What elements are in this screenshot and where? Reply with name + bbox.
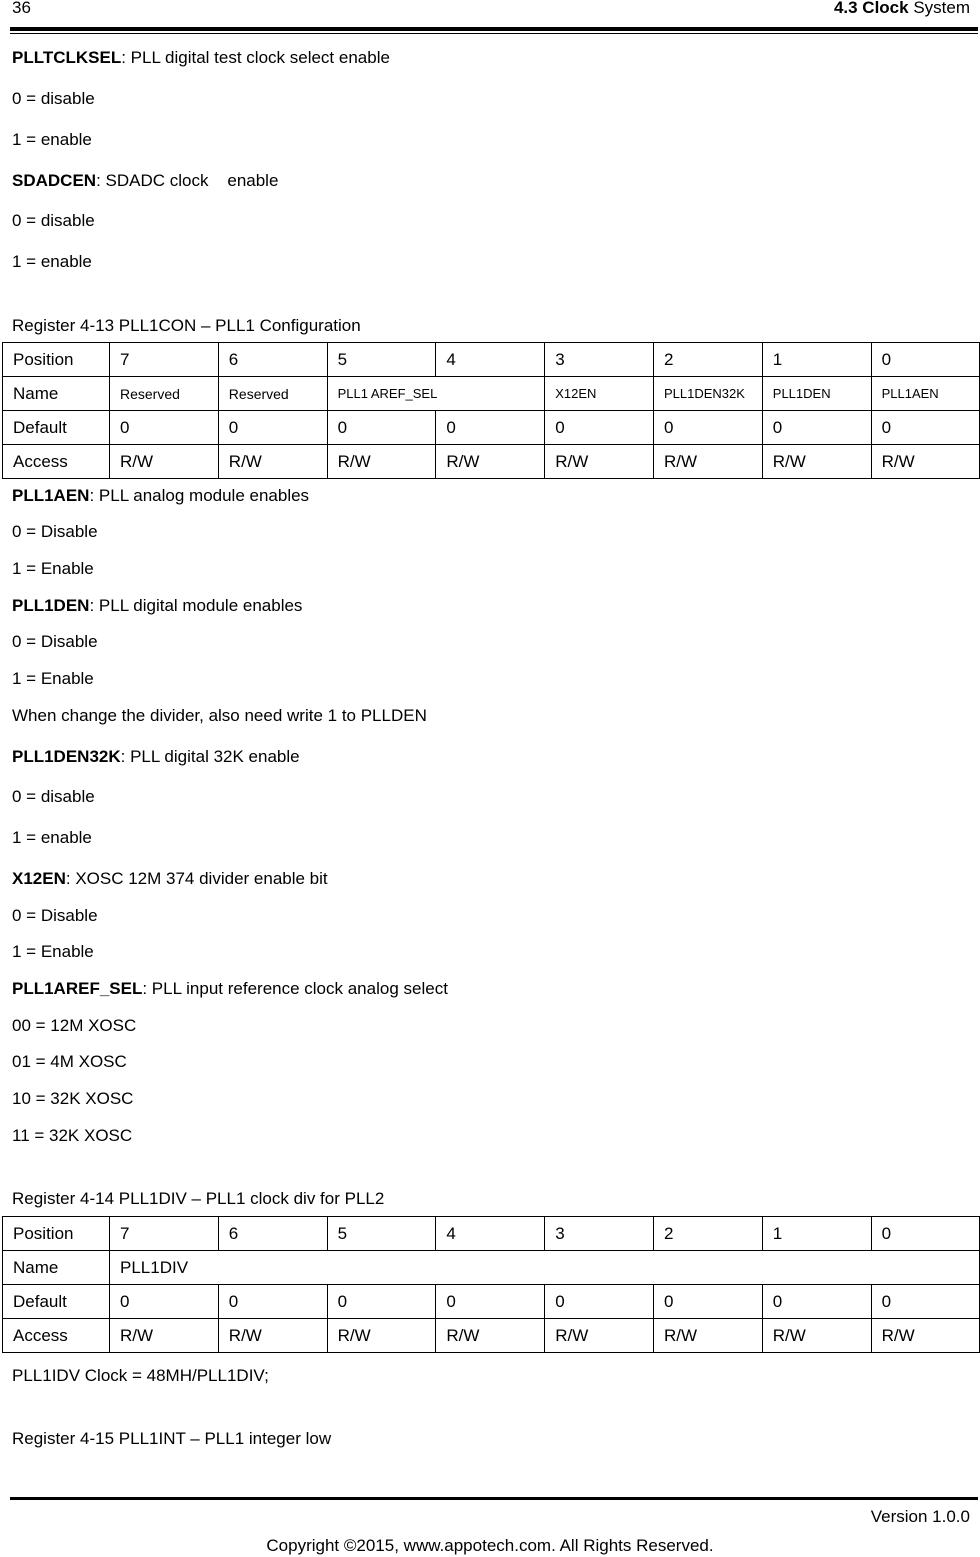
- page-number: 36: [12, 0, 31, 17]
- desc-line: 0 = disable: [12, 89, 95, 108]
- table-cell: R/W: [762, 445, 871, 479]
- section-title: [834, 0, 970, 18]
- table-row-default: [3, 1285, 980, 1319]
- table-cell: R/W: [653, 445, 762, 479]
- table-cell: R/W: [110, 445, 219, 479]
- field-text: : PLL analog module enables: [89, 486, 310, 505]
- table-cell: 0: [327, 411, 436, 445]
- field-desc-pll1den32k: [12, 747, 300, 767]
- table-cell: 1: [762, 343, 871, 377]
- footer-rule: [10, 1497, 978, 1500]
- table-cell: R/W: [545, 1319, 654, 1353]
- table-cell: R/W: [871, 445, 980, 479]
- field-name: PLL1AEN: [12, 486, 90, 505]
- table-cell: 4: [436, 1217, 545, 1251]
- table-cell: 0: [218, 411, 327, 445]
- table-cell: R/W: [218, 445, 327, 479]
- table-cell: 0: [327, 1285, 436, 1319]
- field-text: : XOSC 12M 374 divider enable bit: [65, 869, 328, 888]
- field-desc-pll1aref-sel: [12, 979, 448, 999]
- table-cell: 0: [653, 411, 762, 445]
- table-cell: 6: [218, 343, 327, 377]
- field-name: PLLTCLKSEL: [12, 48, 122, 67]
- table-cell: PLL1AEN: [871, 377, 980, 411]
- field-desc-pll1aen: [12, 486, 309, 506]
- table-cell: 0: [436, 411, 545, 445]
- field-name: X12EN: [12, 869, 66, 888]
- copyright-notice: Copyright ©2015, www.appotech.com. All Rights Reserved.: [266, 1536, 714, 1555]
- field-name: PLL1DEN: [12, 596, 90, 615]
- desc-line: 1 = enable: [12, 130, 92, 149]
- desc-line: 1 = Enable: [12, 942, 94, 961]
- table-cell: Default: [3, 411, 110, 445]
- desc-line: 1 = enable: [12, 828, 92, 847]
- field-name: PLL1AREF_SEL: [12, 979, 143, 998]
- table-cell: PLL1DEN: [762, 377, 871, 411]
- table-cell: 7: [110, 1217, 219, 1251]
- table-cell: 0: [871, 411, 980, 445]
- header-rule-thin: [10, 33, 978, 34]
- table-row-position: [3, 1217, 980, 1251]
- table-cell: 4: [436, 343, 545, 377]
- register-table-pll1con: [2, 342, 980, 479]
- table-cell: 0: [653, 1285, 762, 1319]
- desc-line: 10 = 32K XOSC: [12, 1089, 134, 1108]
- table-row-name: [3, 377, 980, 411]
- field-desc-sdadcen: [12, 171, 278, 191]
- field-text: : PLL digital module enables: [89, 596, 303, 615]
- table-cell: 2: [653, 1217, 762, 1251]
- table-cell: R/W: [545, 445, 654, 479]
- table-row-default: [3, 411, 980, 445]
- table-cell: Default: [3, 1285, 110, 1319]
- table-cell: 5: [327, 343, 436, 377]
- register-caption-4-14: Register 4-14 PLL1DIV – PLL1 clock div for PLL2: [12, 1189, 385, 1208]
- table-cell: X12EN: [545, 377, 654, 411]
- table-cell: 5: [327, 1217, 436, 1251]
- field-desc-plltclksel: [12, 48, 390, 68]
- field-desc-pll1den: [12, 596, 302, 616]
- table-cell: 0: [871, 343, 980, 377]
- table-cell: R/W: [327, 445, 436, 479]
- table-cell: 0: [436, 1285, 545, 1319]
- desc-line: 01 = 4M XOSC: [12, 1052, 127, 1071]
- desc-line: 0 = Disable: [12, 632, 98, 651]
- field-text: : PLL digital test clock select enable: [121, 48, 390, 67]
- table-cell: Access: [3, 445, 110, 479]
- table-cell: 0: [762, 411, 871, 445]
- field-text: : PLL digital 32K enable: [120, 747, 300, 766]
- register-caption-4-15: Register 4-15 PLL1INT – PLL1 integer low: [12, 1429, 332, 1448]
- table-cell: 3: [545, 343, 654, 377]
- table-cell: 0: [545, 1285, 654, 1319]
- table-cell: 2: [653, 343, 762, 377]
- table-cell: PLL1 AREF_SEL: [327, 377, 545, 411]
- field-text: : SDADC clock enable: [96, 171, 279, 190]
- table-cell: Position: [3, 343, 110, 377]
- table-row-position: [3, 343, 980, 377]
- section-title-rest: System: [908, 0, 970, 17]
- table-cell: R/W: [110, 1319, 219, 1353]
- desc-line: 0 = Disable: [12, 522, 98, 541]
- table-cell: R/W: [218, 1319, 327, 1353]
- table-cell: PLL1DIV: [110, 1251, 980, 1285]
- desc-line: 1 = enable: [12, 252, 92, 271]
- table-cell: Reserved: [218, 377, 327, 411]
- field-name: PLL1DEN32K: [12, 747, 121, 766]
- desc-line: 0 = Disable: [12, 906, 98, 925]
- table-cell: Reserved: [110, 377, 219, 411]
- table-cell: 6: [218, 1217, 327, 1251]
- table-row-access: [3, 445, 980, 479]
- desc-line: 1 = Enable: [12, 559, 94, 578]
- table-cell: R/W: [762, 1319, 871, 1353]
- desc-line: When change the divider, also need write 1 to PLLDEN: [12, 706, 427, 725]
- field-desc-x12en: [12, 869, 328, 889]
- table-cell: 0: [871, 1285, 980, 1319]
- desc-line: 0 = disable: [12, 787, 95, 806]
- table-cell: PLL1DEN32K: [653, 377, 762, 411]
- table-cell: Position: [3, 1217, 110, 1251]
- table-cell: R/W: [436, 445, 545, 479]
- header-rule: [10, 27, 978, 31]
- table-cell: 3: [545, 1217, 654, 1251]
- desc-line: 11 = 32K XOSC: [12, 1126, 133, 1145]
- table-cell: 1: [762, 1217, 871, 1251]
- clock-formula: PLL1IDV Clock = 48MH/PLL1DIV;: [12, 1366, 269, 1385]
- desc-line: 0 = disable: [12, 211, 95, 230]
- field-name: SDADCEN: [12, 171, 97, 190]
- table-cell: 0: [762, 1285, 871, 1319]
- table-row-name: [3, 1251, 980, 1285]
- table-cell: R/W: [653, 1319, 762, 1353]
- register-caption-4-13: Register 4-13 PLL1CON – PLL1 Configuration: [12, 316, 361, 335]
- table-cell: R/W: [327, 1319, 436, 1353]
- table-cell: Name: [3, 377, 110, 411]
- table-cell: Name: [3, 1251, 110, 1285]
- table-row-access: [3, 1319, 980, 1353]
- table-cell: R/W: [871, 1319, 980, 1353]
- section-title-bold: 4.3 Clock: [833, 0, 909, 17]
- table-cell: Access: [3, 1319, 110, 1353]
- table-cell: 0: [110, 1285, 219, 1319]
- register-table-pll1div: [2, 1216, 980, 1353]
- desc-line: 1 = Enable: [12, 669, 94, 688]
- table-cell: R/W: [436, 1319, 545, 1353]
- table-cell: 7: [110, 343, 219, 377]
- table-cell: 0: [545, 411, 654, 445]
- table-cell: 0: [218, 1285, 327, 1319]
- field-text: : PLL input reference clock analog select: [142, 979, 448, 998]
- table-cell: 0: [110, 411, 219, 445]
- table-cell: 0: [871, 1217, 980, 1251]
- version-label: Version 1.0.0: [870, 1507, 970, 1526]
- desc-line: 00 = 12M XOSC: [12, 1016, 137, 1035]
